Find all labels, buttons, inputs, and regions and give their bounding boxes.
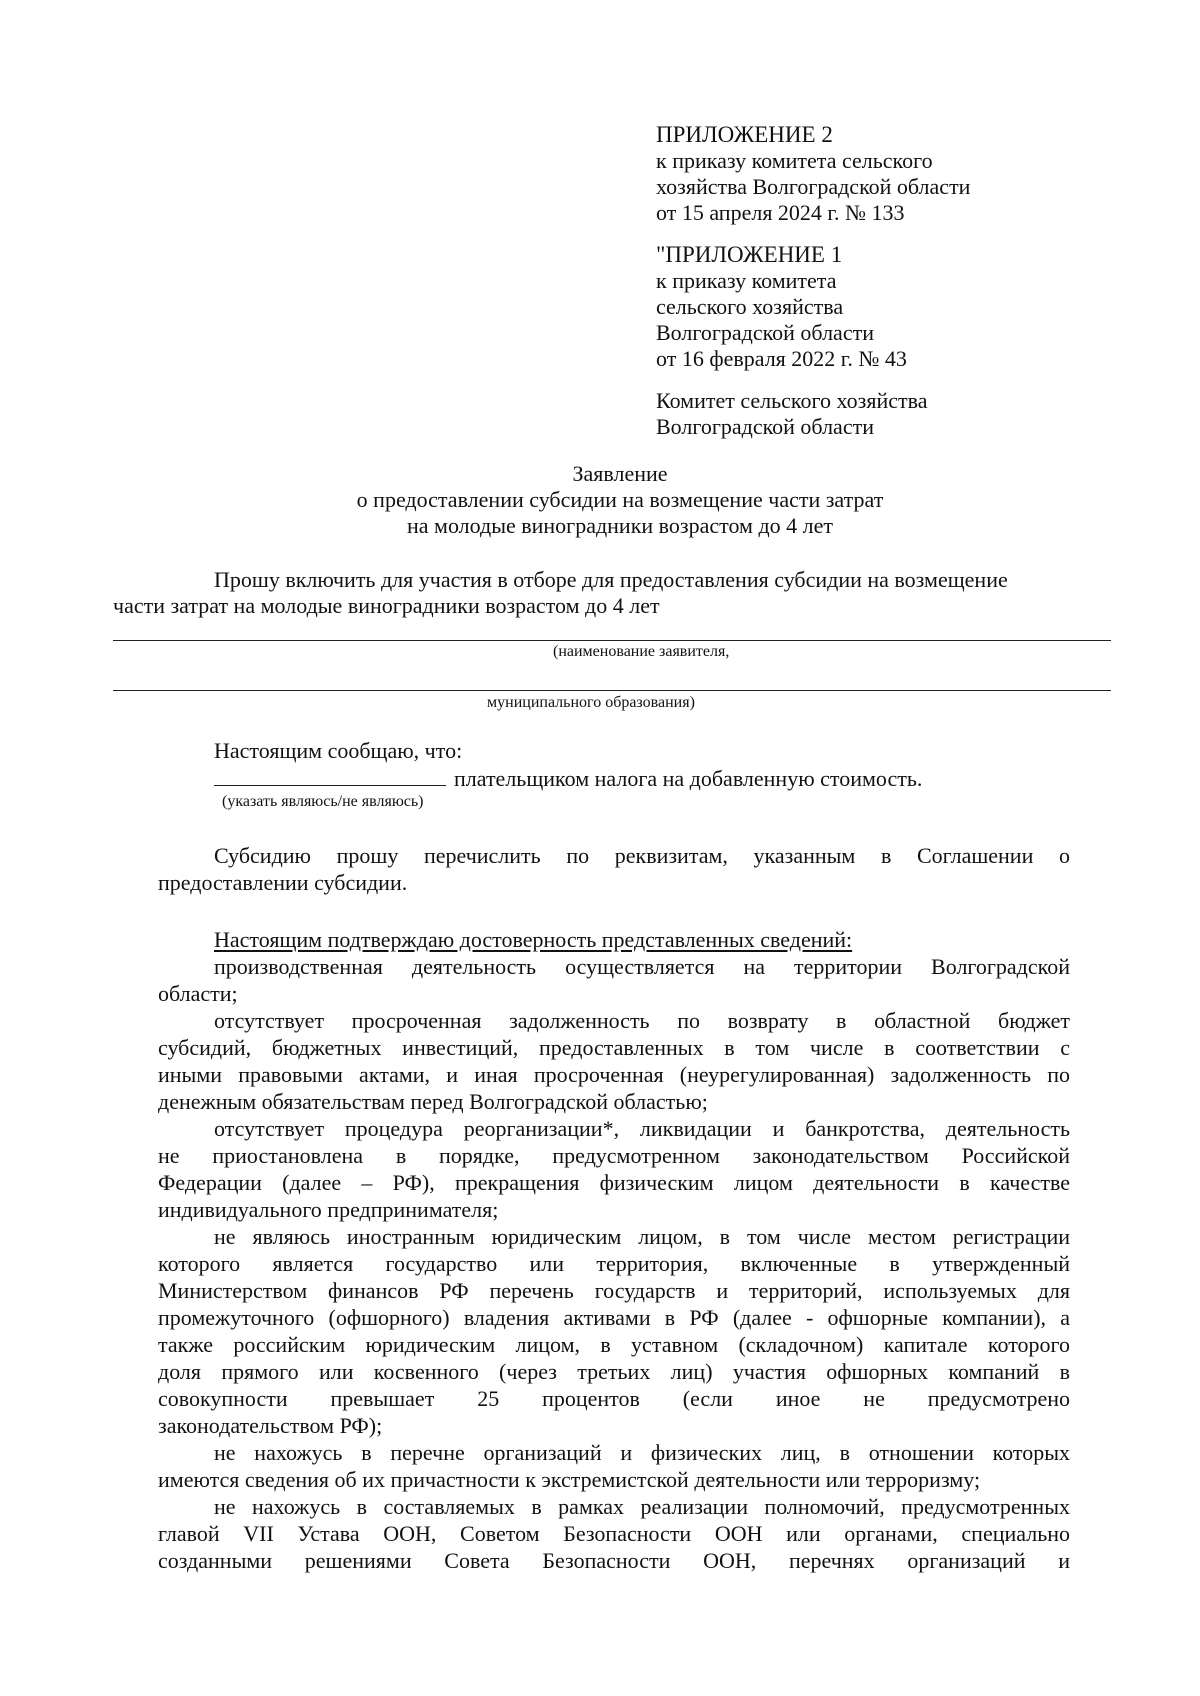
title-line: Заявление xyxy=(572,461,668,486)
appendix-1-line: от 16 февраля 2022 г. № 43 xyxy=(656,346,907,371)
recipient-line: Комитет сельского хозяйства xyxy=(656,388,928,413)
appendix-1-line: сельского хозяйства xyxy=(656,294,844,319)
applicant-caption: (наименование заявителя, xyxy=(553,643,730,660)
applicant-name-line xyxy=(113,640,1111,641)
title-line: о предоставлении субсидии на возмещение части затрат xyxy=(356,487,884,512)
appendix-1-heading: "ПРИЛОЖЕНИЕ 1 xyxy=(656,242,843,267)
request-line-2: части затрат на молодые виноградники возрастом до 4 лет xyxy=(113,593,660,618)
vat-status-blank xyxy=(214,763,446,786)
municipality-caption: муниципального образования) xyxy=(487,694,695,711)
transfer-line: предоставлении субсидии. xyxy=(158,870,408,895)
appendix-2-header xyxy=(656,122,1076,226)
confirm-heading: Настоящим подтверждаю достоверность представленных сведений: xyxy=(214,927,853,952)
appendix-1-line: к приказу комитета xyxy=(656,268,837,293)
vat-text: плательщиком налога на добавленную стоимость. xyxy=(454,766,923,791)
appendix-2-line: хозяйства Волгоградской области xyxy=(656,174,971,199)
confirm-item: производственная деятельность осуществляется на территории Волгоградской области; xyxy=(158,954,1070,1006)
confirm-item: отсутствует просроченная задолженность по возврату в областной бюджет субсидий, бюджетных инвестиций, предоставленных в том числе в соответствии с иными правовыми актами, и иная просроченная (неурегулированная) задолженность по денежным обязательствам перед Волгоградской областью; xyxy=(158,1008,1070,1114)
confirm-list xyxy=(158,953,1070,1574)
confirm-item: не нахожусь в перечне организаций и физических лиц, в отношении которых имеются сведения об их причастности к экстремистской деятельности или терроризму; xyxy=(158,1440,1070,1492)
confirm-item: не нахожусь в составляемых в рамках реализации полномочий, предусмотренных главой VII Устава ООН, Советом Безопасности ООН или органами, специально созданными решениями Совета Безопасности ООН, перечнях организаций и xyxy=(158,1494,1070,1573)
appendix-2-line: от 15 апреля 2024 г. № 133 xyxy=(656,200,905,225)
notice-intro: Настоящим сообщаю, что: xyxy=(214,738,463,763)
transfer-line: Субсидию прошу перечислить по реквизитам, указанным в Соглашении о xyxy=(214,843,1070,868)
confirm-item: не являюсь иностранным юридическим лицом, в том числе местом регистрации которого является государство или территория, включенные в утвержденный Министерством финансов РФ перечень государств и территорий, используемых для промежуточного (офшорного) владения активами в РФ (далее - офшорные компании), а также российским юридическим лицом, в уставном (складочном) капитале которого доля прямого или косвенного (через третьих лиц) участия офшорных компаний в совокупности превышает 25 процентов (если иное не предусмотрено законодательством РФ); xyxy=(158,1224,1070,1438)
request-line-1: Прошу включить для участия в отборе для предоставления субсидии на возмещение xyxy=(214,567,1008,592)
municipality-line xyxy=(113,690,1111,691)
appendix-1-header xyxy=(656,242,1076,372)
title-line: на молодые виноградники возрастом до 4 лет xyxy=(406,513,833,538)
confirm-item: отсутствует процедура реорганизации*, ликвидации и банкротства, деятельность не приостановлена в порядке, предусмотренном законодательством Российской Федерации (далее – РФ), прекращения физическим лицом деятельности в качестве индивидуального предпринимателя; xyxy=(158,1116,1070,1222)
recipient-block xyxy=(656,388,1076,440)
vat-hint-caption: (указать являюсь/не являюсь) xyxy=(222,793,424,810)
appendix-1-line: Волгоградской области xyxy=(656,320,874,345)
transfer-paragraph xyxy=(158,842,1070,896)
vat-status-line xyxy=(214,763,1114,792)
appendix-2-line: к приказу комитета сельского xyxy=(656,148,933,173)
document-title xyxy=(120,461,1120,539)
appendix-2-heading: ПРИЛОЖЕНИЕ 2 xyxy=(656,122,833,147)
recipient-line: Волгоградской области xyxy=(656,414,874,439)
